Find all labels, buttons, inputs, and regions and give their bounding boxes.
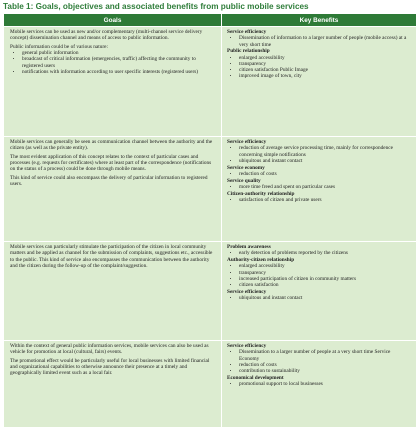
benefit-heading: Service efficiency xyxy=(227,288,267,295)
goal-bullet-item: • broadcast of critical information (emergencies, traffic) affecting the community to registered users xyxy=(22,56,216,69)
goal-paragraph: Mobile services can be used as new and/or complementary (multi-channel service delivery concept) dissemination channel and means of access to public information. xyxy=(10,29,203,42)
goal-paragraph: Public information could be of various nature: xyxy=(10,43,108,50)
table-row xyxy=(4,341,417,428)
benefit-item: • citizen satisfaction Public Image xyxy=(239,67,412,73)
goal-paragraph: Within the context of general public information services, mobile services can also be used as vehicle for promotion at local (cultural, fairs) events. xyxy=(10,343,209,356)
benefit-heading: Service efficiency xyxy=(227,29,267,35)
benefit-item: • citizen satisfaction xyxy=(239,282,412,288)
benefit-item: • reduction of average service processing time, mainly for correspondence concerning simple notifications xyxy=(239,145,412,158)
benefit-heading: Citizen-authority relationship xyxy=(227,190,295,197)
goals-column-header: Goals xyxy=(4,14,222,27)
benefits-cell xyxy=(222,137,417,242)
benefit-list xyxy=(227,349,412,374)
benefit-list xyxy=(227,145,412,164)
benefit-item: • reduction of costs xyxy=(239,362,412,368)
benefit-list xyxy=(227,381,412,387)
benefit-item: • Dissemination of information to a larger number of people (mobile access) at a very short time xyxy=(239,35,412,48)
benefit-list xyxy=(227,263,412,288)
benefit-item: • promotional support to local businesses xyxy=(239,381,412,387)
benefit-item: • increased participation of citizen in community matters xyxy=(239,276,412,282)
benefit-item: • enlarged accessibility xyxy=(239,263,412,269)
benefit-heading: Public relationship xyxy=(227,48,270,55)
benefit-item: • reduction of costs xyxy=(239,171,412,177)
table-body xyxy=(4,27,417,428)
benefit-item: • Dissemination to a larger number of people at a very short time Service Economy xyxy=(239,349,412,362)
benefit-list xyxy=(227,35,412,48)
table-row xyxy=(4,27,417,137)
goal-bullet-item: • notifications with information according to user specific interests (registered users) xyxy=(22,69,216,75)
benefit-heading: Service quality xyxy=(227,177,261,184)
benefit-item: • transparency xyxy=(239,61,412,67)
goal-paragraph: Mobile services can particularly stimulate the participation of the citizen in local community matters and be applied as channel for the submission of complaints, suggestions etc., accessible to the public. This kind of service also encompasses the communication between the authority and the citizen during the follow-up of the complaint/suggestion. xyxy=(10,244,213,269)
benefit-list xyxy=(227,171,412,177)
benefit-item: • satisfaction of citizen and private users xyxy=(239,197,412,203)
table-row xyxy=(4,137,417,242)
benefit-list xyxy=(227,184,412,190)
goals-cell xyxy=(4,341,222,428)
goals-cell xyxy=(4,27,222,137)
table-row xyxy=(4,242,417,341)
goal-paragraph: This kind of service could also encompass the delivery of particular information to registered users. xyxy=(10,174,208,188)
benefit-heading: Service economy xyxy=(227,164,265,171)
goals-cell xyxy=(4,137,222,242)
benefit-heading: Service efficiency xyxy=(227,343,267,349)
benefit-heading: Authority-citizen relationship xyxy=(227,256,295,263)
goal-bullet-item: • general public information xyxy=(22,50,216,56)
benefits-table xyxy=(3,13,417,428)
benefit-item: • ubiquitous and instant contact xyxy=(239,295,412,301)
table-header-row xyxy=(4,14,417,27)
benefit-heading: Service efficiency xyxy=(227,139,267,145)
goal-paragraph: The promotional effect would be particularly useful for local businesses with limited financial and organizational capabilities to otherwise announce their presence at a timely and geographically limited event such as a local fair. xyxy=(10,357,210,377)
benefit-item: • transparency xyxy=(239,270,412,276)
benefit-heading: Problem awareness xyxy=(227,244,271,250)
goal-paragraph: The most evident application of this concept relates to the context of particular cases and processes (e.g. requests for certificates) where at least part of the correspondence (notifications on the status of a process) could be done through mobile means. xyxy=(10,153,212,173)
benefit-list xyxy=(227,55,412,80)
benefit-item: • more time freed and spent on particular cases xyxy=(239,184,412,190)
benefits-cell xyxy=(222,27,417,137)
benefit-item: • contribution to sustainability xyxy=(239,368,412,374)
benefit-heading: Economical development xyxy=(227,374,284,381)
goal-paragraph: Mobile services can generally be seen as communication channel between the authority and the citizen (as well as the private entity). xyxy=(10,139,213,152)
benefit-item: • ubiquitous and instant contact xyxy=(239,158,412,164)
benefit-item: • early detection of problems reported by the citizens xyxy=(239,250,412,256)
benefits-cell xyxy=(222,341,417,428)
benefits-column-header: Key Benefits xyxy=(222,14,417,27)
benefit-item: • enlarged accessibility xyxy=(239,55,412,61)
benefits-cell xyxy=(222,242,417,341)
goal-bullet-list xyxy=(10,50,216,75)
benefit-item: • improved image of town, city xyxy=(239,73,412,79)
benefit-list xyxy=(227,295,412,301)
benefit-list xyxy=(227,250,412,256)
benefit-list xyxy=(227,197,412,203)
goals-cell xyxy=(4,242,222,341)
table-caption: Table 1: Goals, objectives and associated benefits from public mobile services xyxy=(3,2,309,11)
